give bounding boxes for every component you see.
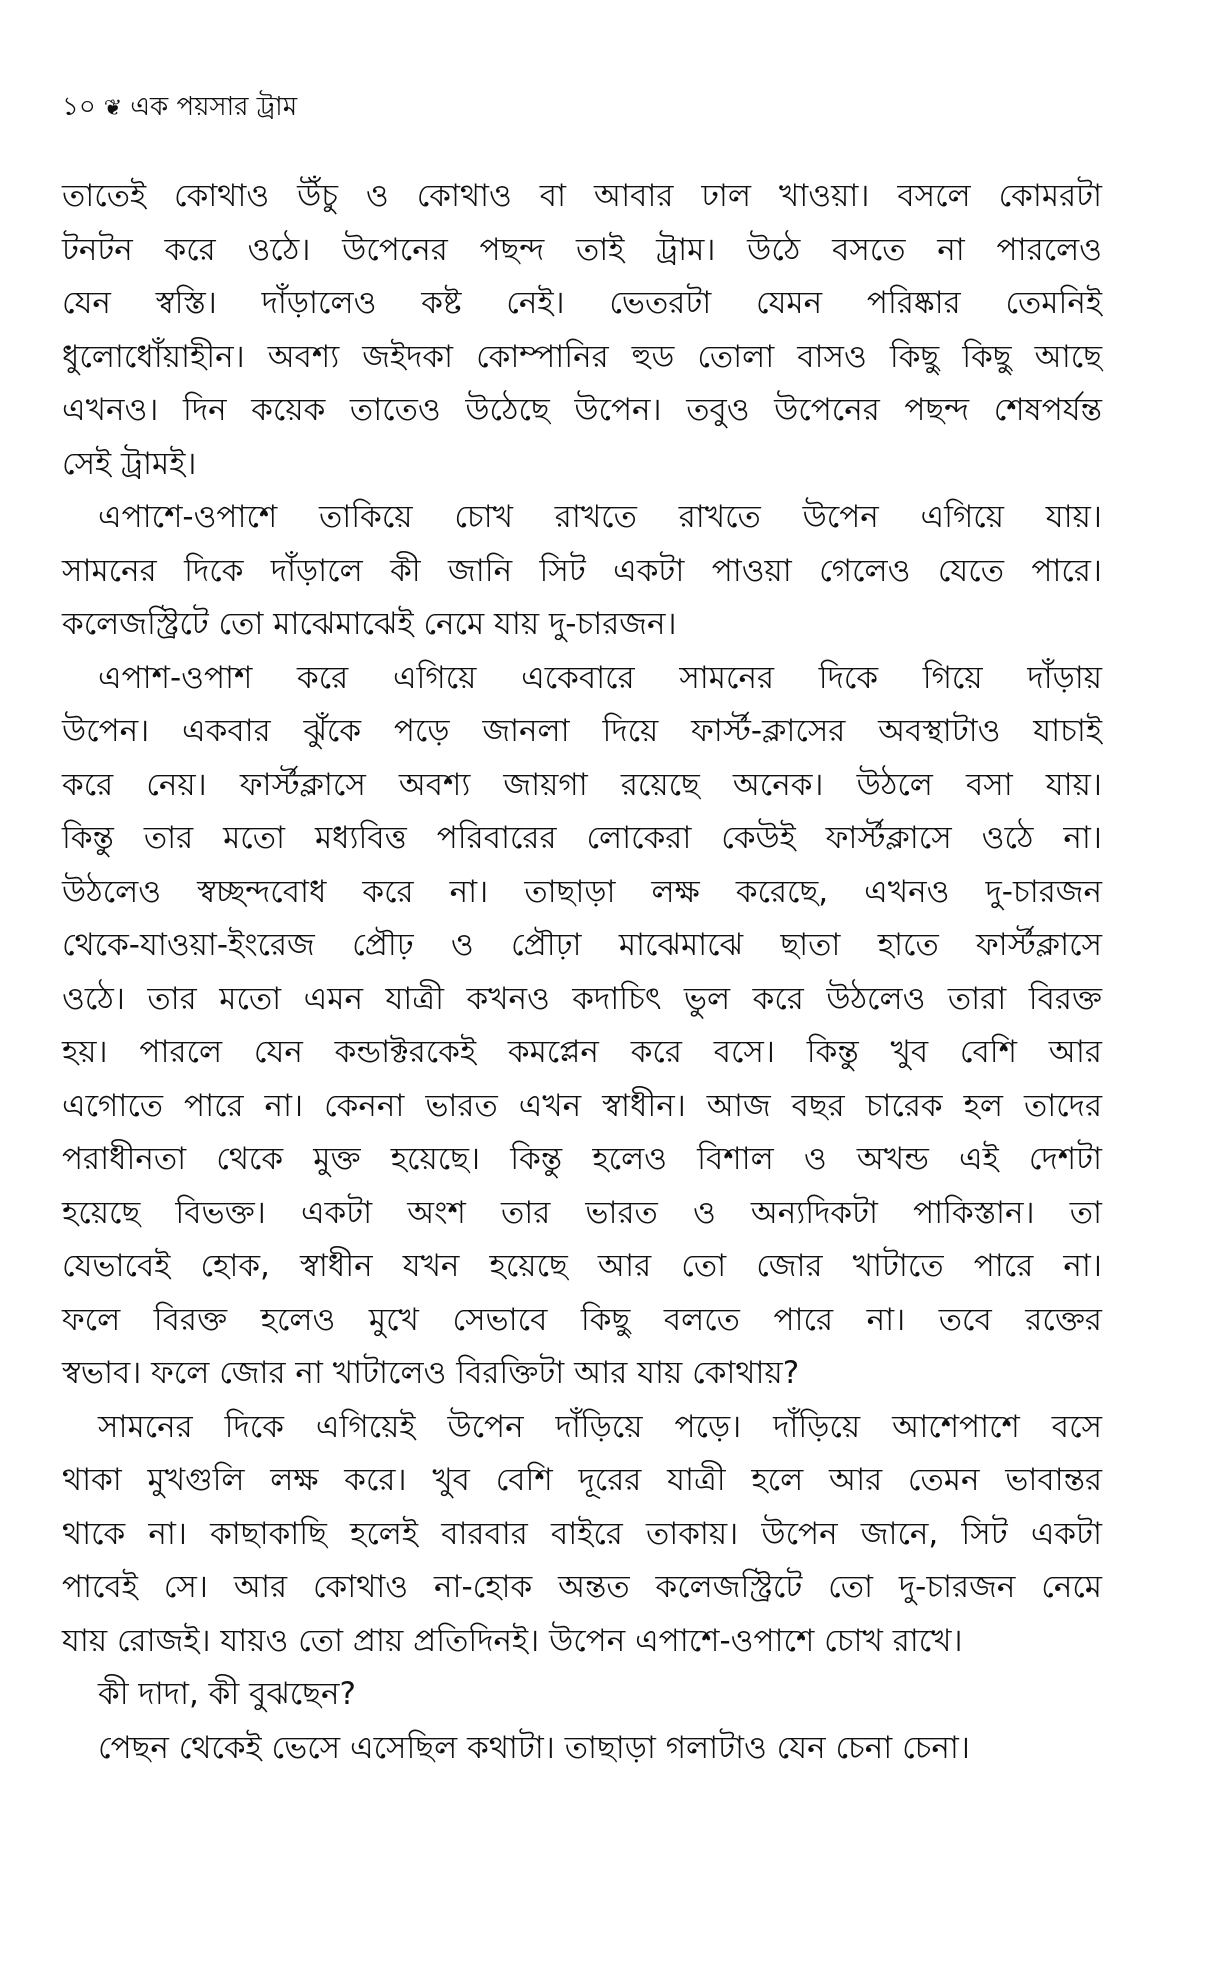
text-line: পেছন থেকেই ভেসে এসেছিল কথাটা। তাছাড়া গলাটাও যেন চেনা চেনা। — [98, 1729, 970, 1766]
text-line: এপাশে-ওপাশে তাকিয়ে চোখ রাখতে রাখতে উপেন এগিয়ে যায়। — [98, 499, 1102, 535]
paragraph — [62, 1668, 1102, 1722]
text-line: ওঠে। তার মতো এমন যাত্রী কখনও কদাচিৎ ভুল করে উঠলেও তারা বিরক্ত — [62, 980, 1102, 1017]
text-line: কিন্তু তার মতো মধ্যবিত্ত পরিবারের লোকেরা কেউই ফার্স্টক্লাসে ওঠে না। — [62, 820, 1102, 856]
page-number: ১০ — [62, 92, 96, 122]
heart-flourish-icon: ❦ — [103, 95, 123, 121]
text-line: উপেন। একবার ঝুঁকে পড়ে জানলা দিয়ে ফার্স্ট-ক্লাসের অবস্থাটাও যাচাই — [62, 713, 1102, 749]
text-line: টনটন করে ওঠে। উপেনের পছন্দ তাই ট্রাম। উঠে বসতে না পারলেও — [62, 231, 1102, 268]
book-title: এক পয়সার ট্রাম — [130, 92, 298, 122]
text-line: থাকে না। কাছাকাছি হলেই বারবার বাইরে তাকায়। উপেন জানে, সিট একটা — [62, 1515, 1102, 1552]
text-line: যেন স্বস্তি। দাঁড়ালেও কষ্ট নেই। ভেতরটা যেমন পরিষ্কার তেমনিই — [62, 285, 1102, 321]
paragraph — [62, 652, 1102, 1401]
running-header — [62, 86, 297, 130]
text-line: উঠলেও স্বচ্ছন্দবোধ করে না। তাছাড়া লক্ষ করেছে, এখনও দু-চারজন — [62, 873, 1102, 910]
text-line: করে নেয়। ফার্স্টক্লাসে অবশ্য জায়গা রয়েছে অনেক। উঠলে বসা যায়। — [62, 766, 1102, 803]
text-line: এপাশ-ওপাশ করে এগিয়ে একেবারে সামনের দিকে গিয়ে দাঁড়ায় — [98, 659, 1102, 696]
text-line: পাবেই সে। আর কোথাও না-হোক অন্তত কলেজস্ট্রিটে তো দু-চারজন নেমে — [62, 1569, 1102, 1605]
text-line: থাকা মুখগুলি লক্ষ করে। খুব বেশি দূরের যাত্রী হলে আর তেমন ভাবান্তর — [62, 1462, 1102, 1498]
text-line: হয়েছে বিভক্ত। একটা অংশ তার ভারত ও অন্যদিকটা পাকিস্তান। তা — [62, 1194, 1102, 1231]
text-line: সামনের দিকে এগিয়েই উপেন দাঁড়িয়ে পড়ে। দাঁড়িয়ে আশেপাশে বসে — [98, 1408, 1102, 1445]
text-line: সেই ট্রামই। — [62, 445, 197, 482]
text-line: সামনের দিকে দাঁড়ালে কী জানি সিট একটা পাওয়া গেলেও যেতে পারে। — [62, 552, 1102, 589]
paragraph — [62, 1401, 1102, 1669]
paragraph — [62, 491, 1102, 652]
text-line: যেভাবেই হোক, স্বাধীন যখন হয়েছে আর তো জোর খাটাতে পারে না। — [62, 1248, 1102, 1284]
text-line: তাতেই কোথাও উঁচু ও কোথাও বা আবার ঢাল খাওয়া। বসলে কোমরটা — [62, 178, 1102, 214]
paragraph — [62, 170, 1102, 491]
text-line: ধুলোধোঁয়াহীন। অবশ্য জইদকা কোম্পানির হুড তোলা বাসও কিছু কিছু আছে — [62, 338, 1102, 375]
text-line: হয়। পারলে যেন কন্ডাক্টরকেই কমপ্লেন করে বসে। কিন্তু খুব বেশি আর — [62, 1034, 1102, 1070]
text-line: থেকে-যাওয়া-ইংরেজ প্রৌঢ় ও প্রৌঢ়া মাঝেমাঝে ছাতা হাতে ফার্স্টক্লাসে — [62, 927, 1102, 963]
text-line: কলেজস্ট্রিটে তো মাঝেমাঝেই নেমে যায় দু-চারজন। — [62, 606, 677, 642]
text-line: এগোতে পারে না। কেননা ভারত এখন স্বাধীন। আজ বছর চারেক হল তাদের — [62, 1087, 1102, 1124]
paragraph — [62, 1722, 1102, 1776]
body-text — [62, 170, 1102, 1775]
text-line: স্বভাব। ফলে জোর না খাটালেও বিরক্তিটা আর যায় কোথায়? — [62, 1355, 800, 1391]
text-line: কী দাদা, কী বুঝছেন? — [98, 1676, 356, 1712]
text-line: এখনও। দিন কয়েক তাতেও উঠেছে উপেন। তবুও উপেনের পছন্দ শেষপর্যন্ত — [62, 392, 1102, 428]
text-line: যায় রোজই। যায়ও তো প্রায় প্রতিদিনই। উপেন এপাশে-ওপাশে চোখ রাখে। — [62, 1622, 963, 1659]
text-line: ফলে বিরক্ত হলেও মুখে সেভাবে কিছু বলতে পারে না। তবে রক্তের — [62, 1301, 1102, 1338]
text-line: পরাধীনতা থেকে মুক্ত হয়েছে। কিন্তু হলেও বিশাল ও অখন্ড এই দেশটা — [62, 1141, 1102, 1177]
